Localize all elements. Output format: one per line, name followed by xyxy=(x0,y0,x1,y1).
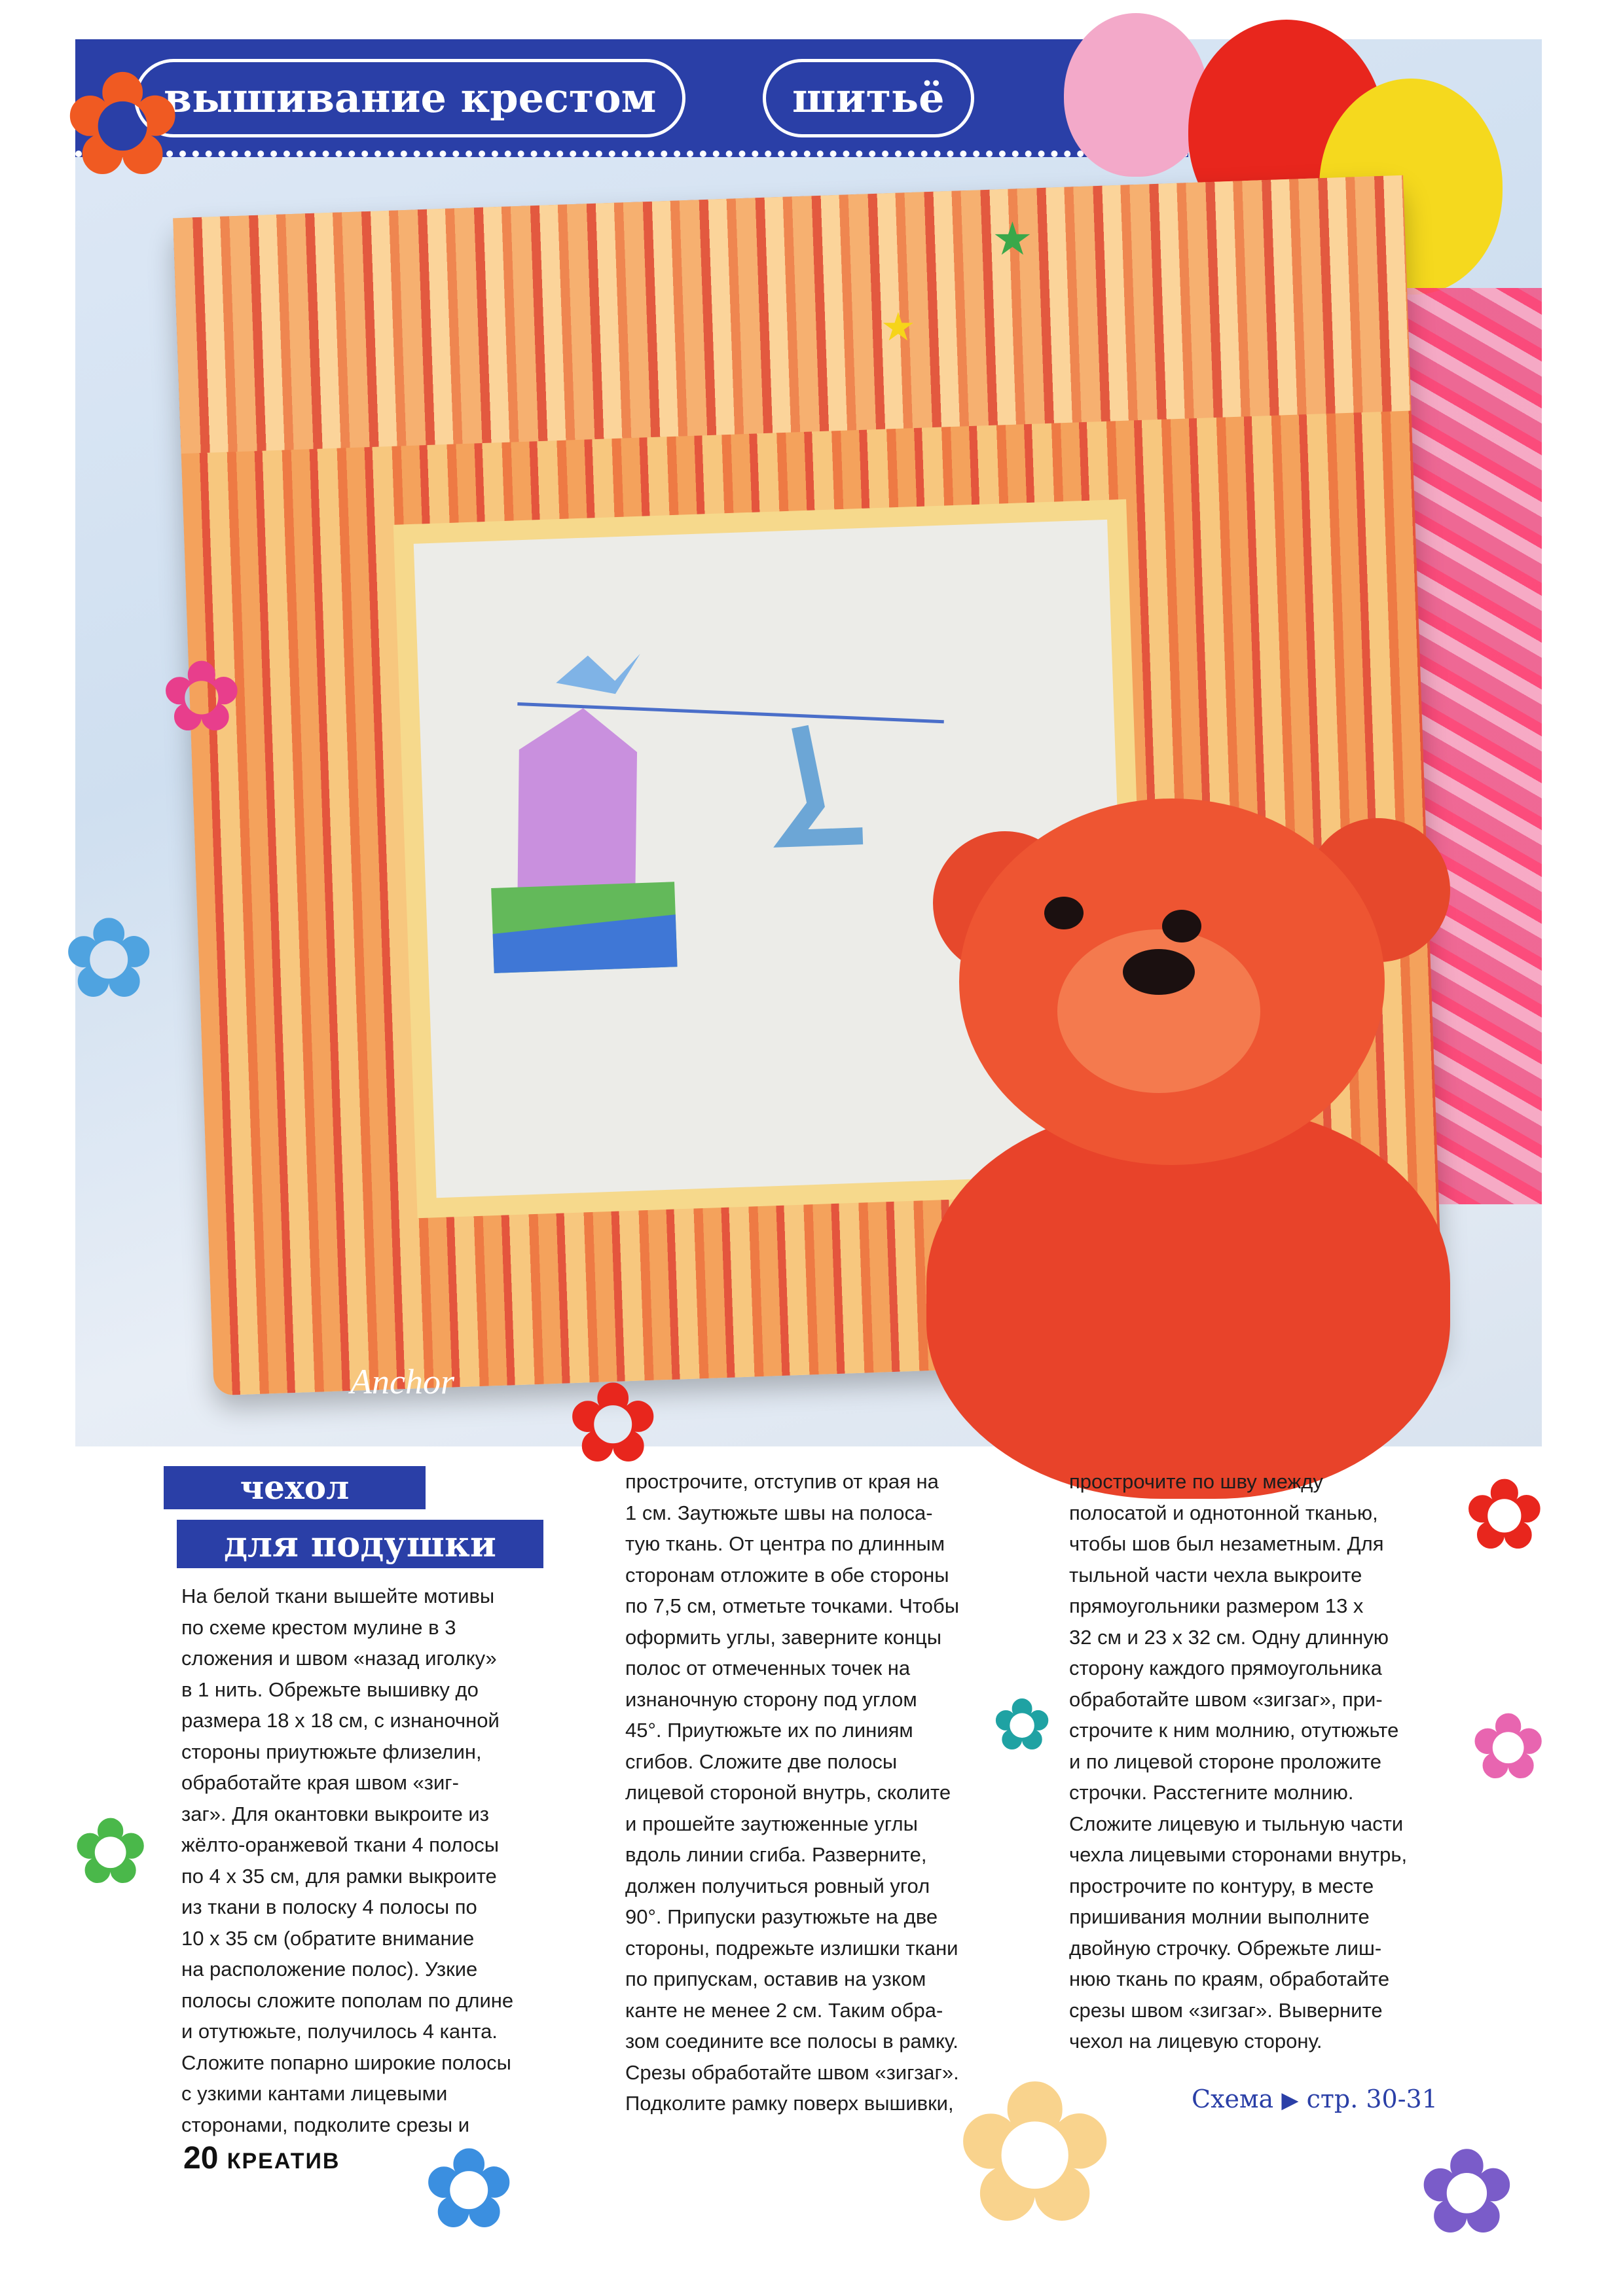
flower-icon: ✿ xyxy=(72,1799,149,1905)
article-column-2: прострочите, отступив от края на 1 см. Заутюжьте швы на полоса- тую ткань. От центра по длинным сторонам отложите в обе стороны по 7,5 см, отметьте точками. Чтобы оформить углы, заверните концы полос от отмеченных точек на изнаночную сторону под углом 45°. Приутюжьте их по линиям сгибов. Сложите две полосы лицевой стороной внутрь, сколите и прошейте заутюженные углы вдоль линии сгиба. Разверните, должен получиться ровный угол 90°. Припуски разутюжьте на две стороны, подрежьте излишки ткани по припускам, оставив на узком канте не менее 2 см. Таким обра- зом соедините все полосы в рамку. Срезы обработайте швом «зигзаг». Подколите рамку поверх вышивки, xyxy=(625,1470,959,2115)
magazine-page xyxy=(62,39,1547,2267)
section-header-band xyxy=(75,39,1188,157)
flower-icon: ✿ xyxy=(422,2125,516,2254)
article-column-1: На белой ткани вышейте мотивы по схеме крестом мулине в 3 сложения и швом «назад иголку» в 1 нить. Обрежьте вышивку до размера 18 х 18 см, с изнаночной стороны приутюжьте флизелин, обработайте края швом «зиг- заг». Для окантовки выкроите из жёлто-оранжевой ткани 4 полосы по 4 х 35 см, для рамки выкроите из ткани в полоску 4 полосы по 10 х 35 см (обратите внимание на расположение полос). Узкие полосы сложите пополам по длине и отутюжьте, получилось 4 канта. Сложите попарно широкие полосы с узкими кантами лицевыми сторонами, подколите срезы и xyxy=(181,1585,514,2136)
star-icon: ★ xyxy=(881,304,916,350)
arrow-right-icon: ▶ xyxy=(1281,2087,1299,2113)
flower-icon: ✿ xyxy=(1470,1694,1547,1801)
magazine-name: КРЕАТИВ xyxy=(227,2149,340,2174)
flower-icon: ✿ xyxy=(62,894,156,1024)
teddy-bear xyxy=(782,798,1542,1453)
flower-icon: ✿ xyxy=(1463,1458,1546,1572)
star-icon: ★ xyxy=(992,212,1033,266)
flower-icon: ✿ xyxy=(992,1683,1053,1767)
scheme-label: Схема xyxy=(1192,2085,1274,2113)
balloon-icon xyxy=(1064,13,1208,177)
article-title-line2: для подушки xyxy=(177,1520,543,1568)
flower-icon: ✿ xyxy=(566,1359,660,1488)
article-column-3: прострочите по шву между полосатой и однотонной тканью, чтобы шов был незаметным. Для тыльной части чехла выкроите прямоугольники размером 13 х 32 см и 23 х 32 см. Одну длинную сторону каждого прямоугольника обработайте швом «зигзаг», при- строчите к ним молнию, отутюжьте и по лицевой стороне проложите строчки. Расстегните молнию. Сложите лицевую и тыльную части чехла лицевыми сторонами внутрь, прострочите по контуру, в месте пришивания молнии выполните двойную строчку. Обрежьте лиш- нюю ткань по краям, обработайте срезы швом «зигзаг». Выверните чехол на лицевую сторону. xyxy=(1069,1470,1408,2053)
section-tab-cross-stitch[interactable]: вышивание крестом xyxy=(134,59,685,137)
flower-icon: ✿ xyxy=(953,2039,1118,2267)
anchor-logo: Anchor xyxy=(350,1362,454,1401)
page-footer xyxy=(183,2140,340,2176)
page-number: 20 xyxy=(183,2141,219,2176)
scheme-link[interactable] xyxy=(1192,2085,1438,2113)
section-tab-sewing[interactable]: шитьё xyxy=(763,59,974,137)
scheme-pages: стр. 30-31 xyxy=(1306,2085,1438,2113)
flower-icon: ✿ xyxy=(1417,2124,1516,2261)
flower-icon: ✿ xyxy=(160,640,243,754)
flower-icon: ✿ xyxy=(62,41,183,208)
article-title-line1: чехол xyxy=(164,1466,426,1509)
